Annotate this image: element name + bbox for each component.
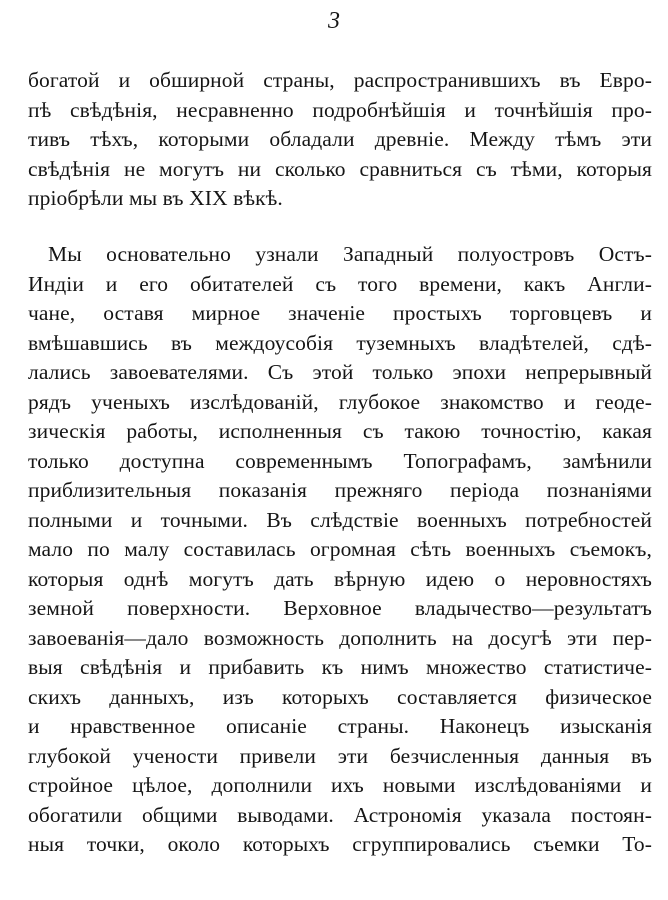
text-line: мало по малу составилась огромная сѣть военныхъ съемокъ, — [28, 537, 652, 561]
text-line: которыя однѣ могутъ дать вѣрную идею о неровностяхъ — [28, 566, 652, 591]
paragraph-1 — [28, 66, 652, 214]
text-line: свѣдѣнія не могутъ ни сколько сравниться съ тѣми, которыя — [28, 156, 652, 181]
text-line: ныя точки, около которыхъ сгруппировались съемки То- — [28, 832, 652, 856]
text-line: только доступна современнымъ Топографамъ, замѣнили — [28, 448, 652, 473]
text-line: Мы основательно узнали Западный полуостровъ Остъ- — [48, 242, 652, 266]
text-line: скихъ данныхъ, изъ которыхъ составляется физическое — [28, 684, 652, 709]
text-line: Индіи и его обитателей съ того времени, какъ Англи- — [28, 271, 652, 296]
text-line: чане, оставя мирное значеніе простыхъ торговцевъ и — [28, 301, 652, 325]
text-line: земной поверхности. Верховное владычество—результатъ — [28, 596, 652, 620]
text-line: пріобрѣли мы въ XIX вѣкѣ. — [28, 186, 283, 210]
text-line: вмѣшавшись въ междоусобія туземныхъ владѣтелей, сдѣ- — [28, 330, 652, 355]
text-line: богатой и обширной страны, распространившихъ въ Евро- — [28, 68, 652, 92]
text-line: обогатили общими выводами. Астрономія указала постоян- — [28, 802, 652, 827]
text-line: стройное цѣлое, дополнили ихъ новыми изслѣдованіями и — [28, 773, 652, 797]
text-line: завоеванія—дало возможность дополнить на досугѣ эти пер- — [28, 625, 652, 650]
text-line: приблизительныя показанія прежняго періода познаніями — [28, 478, 652, 502]
text-line: глубокой учености привели эти безчисленныя данныя въ — [28, 743, 652, 768]
text-line: рядъ ученыхъ изслѣдованій, глубокое знакомство и геоде- — [28, 389, 652, 414]
text-line: зическія работы, исполненныя съ такою точностію, какая — [28, 419, 652, 443]
text-line: и нравственное описаніе страны. Наконецъ изысканія — [28, 714, 652, 738]
text-line: пѣ свѣдѣнія, несравненно подробнѣйшія и точнѣйшія про- — [28, 97, 652, 122]
text-line: выя свѣдѣнія и прибавить къ нимъ множество статистиче- — [28, 655, 652, 679]
text-line: полными и точными. Въ слѣдствіе военныхъ потребностей — [28, 507, 652, 532]
text-line: лались завоевателями. Съ этой только эпохи непрерывный — [28, 360, 652, 384]
paragraph-2 — [28, 240, 652, 860]
page-number: 3 — [328, 8, 340, 34]
text-line: тивъ тѣхъ, которыми обладали древніе. Между тѣмъ эти — [28, 127, 652, 151]
